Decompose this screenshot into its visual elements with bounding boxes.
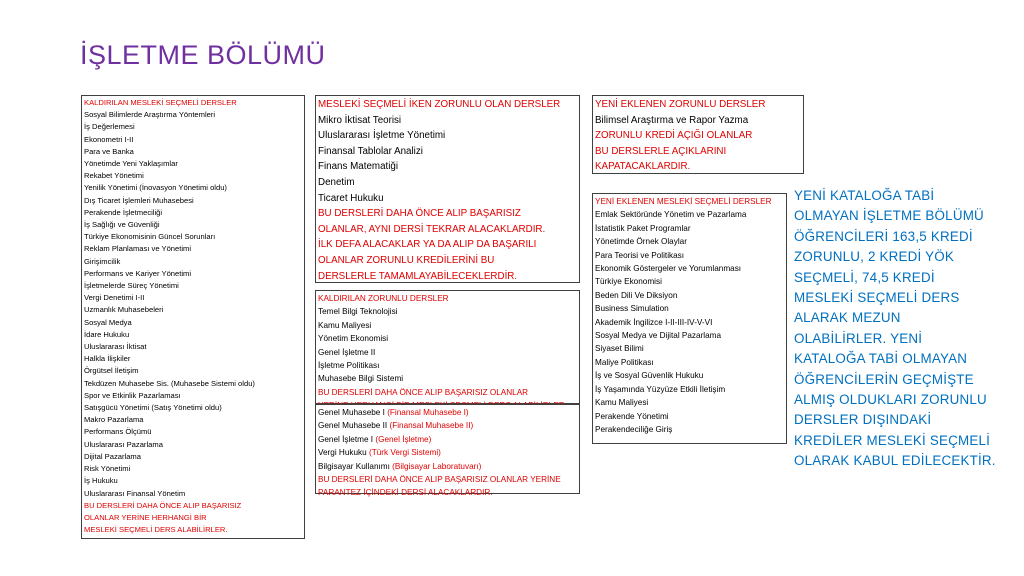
list-item: Muhasebe Bilgi Sistemi bbox=[318, 374, 404, 384]
list-item: Perakendeciliğe Giriş bbox=[595, 424, 673, 434]
footer-line: İLK DEFA ALACAKLAR YA DA ALIP DA BAŞARILI bbox=[318, 239, 537, 251]
box-header: KALDIRILAN MESLEKİ SEÇMELİ DERSLER bbox=[84, 98, 237, 107]
list-item: Örgütsel İletişim bbox=[84, 366, 139, 376]
footer-line: BU DERSLERLE AÇIKLARINI bbox=[595, 145, 727, 157]
footer-line: BU DERSLERİ DAHA ÖNCE ALIP BAŞARISIZ OLANLAR bbox=[318, 387, 529, 397]
list-item: Türkiye Ekonomisi bbox=[595, 277, 662, 287]
list-item: Girişimcilik bbox=[84, 256, 121, 266]
list-item: Spor ve Etkinlik Pazarlaması bbox=[84, 390, 181, 400]
list-item: Perakende İşletmeciliği bbox=[84, 207, 163, 217]
info-note bbox=[794, 186, 1004, 472]
note-line: ÖĞRENCİLERİ 163,5 KREDİ bbox=[794, 228, 973, 244]
note-line: OLABİLİRLER. YENİ bbox=[794, 330, 923, 346]
list-item: Finansal Tablolar Analizi bbox=[318, 145, 423, 157]
list-item: Dijital Pazarlama bbox=[84, 451, 141, 461]
list-item: Reklam Planlaması ve Yönetimi bbox=[84, 244, 192, 254]
list-item bbox=[318, 419, 577, 432]
list-item: Perakende Yönetimi bbox=[595, 411, 669, 421]
list-item: Kamu Maliyesi bbox=[318, 320, 372, 330]
list-item: Tekdüzen Muhasebe Sis. (Muhasebe Sistemi oldu) bbox=[84, 378, 255, 388]
list-item: İşletmelerde Süreç Yönetimi bbox=[84, 281, 179, 291]
list-item: Mikro İktisat Teorisi bbox=[318, 114, 402, 126]
note-line: SEÇMELİ, 74,5 KREDİ bbox=[794, 269, 935, 285]
list-item: Beden Dili Ve Diksiyon bbox=[595, 290, 678, 300]
list-item: İş Hukuku bbox=[84, 476, 118, 486]
new-electives-box bbox=[592, 193, 787, 444]
list-item: İstatistik Paket Programlar bbox=[595, 223, 691, 233]
footer-line: BU DERSLERİ DAHA ÖNCE ALIP BAŞARISIZ bbox=[318, 208, 521, 220]
footer-line: ZORUNLU KREDİ AÇIĞI OLANLAR bbox=[595, 130, 753, 142]
list-item: Türkiye Ekonomisinin Güncel Sorunları bbox=[84, 232, 216, 242]
list-item: Business Simulation bbox=[595, 304, 669, 314]
list-item: İş Sağlığı ve Güvenliği bbox=[84, 220, 160, 230]
course-list bbox=[318, 305, 577, 385]
replacement-course: (Türk Vergi Sistemi) bbox=[368, 448, 441, 458]
list-item: Bilimsel Araştırma ve Rapor Yazma bbox=[595, 114, 749, 126]
list-item: Satışgücü Yönetimi (Satış Yönetimi oldu) bbox=[84, 403, 222, 413]
box-header: YENİ EKLENEN ZORUNLU DERSLER bbox=[595, 99, 766, 110]
note-line: ZORUNLU, 2 KREDİ YÖK bbox=[794, 249, 955, 265]
list-item: Sosyal Bilimlerde Araştırma Yöntemleri bbox=[84, 110, 216, 120]
list-item: Denetim bbox=[318, 176, 355, 188]
list-item: Makro Pazarlama bbox=[84, 415, 144, 425]
list-item: Dış Ticaret İşlemleri Muhasebesi bbox=[84, 195, 194, 205]
course-list bbox=[595, 113, 801, 129]
list-item: Risk Yönetimi bbox=[84, 464, 131, 474]
list-item: Uluslararası İktisat bbox=[84, 342, 147, 352]
course-name: Genel İşletme I bbox=[318, 434, 376, 444]
list-item: Para Teorisi ve Politikası bbox=[595, 250, 685, 260]
course-name: Genel Muhasebe II bbox=[318, 421, 390, 431]
note-line: ALMIŞ OLDUKLARI ZORUNLU bbox=[794, 392, 987, 408]
list-item: Uluslararası İşletme Yönetimi bbox=[318, 130, 446, 142]
replacement-course: (Genel İşletme) bbox=[375, 434, 432, 444]
box-footer bbox=[318, 473, 577, 500]
box-footer bbox=[84, 500, 302, 537]
list-item: Sosyal Medya bbox=[84, 317, 132, 327]
list-item: Ekonomik Göstergeler ve Yorumlanması bbox=[595, 264, 742, 274]
footer-line: PARANTEZ İÇİNDEKİ DERSİ ALACAKLARDIR. bbox=[318, 488, 493, 498]
list-item bbox=[318, 406, 577, 419]
box-header: YENİ EKLENEN MESLEKİ SEÇMELİ DERSLER bbox=[595, 197, 772, 206]
note-line: YENİ KATALOĞA TABİ bbox=[794, 188, 935, 203]
course-list bbox=[595, 208, 784, 436]
footer-line: OLANLAR, AYNI DERSİ TEKRAR ALACAKLARDIR. bbox=[318, 223, 546, 235]
list-item: İdare Hukuku bbox=[84, 329, 130, 339]
list-item: İş Yaşamında Yüzyüze Etkili İletişim bbox=[595, 384, 726, 394]
course-name: Vergi Hukuku bbox=[318, 448, 369, 458]
list-item: Genel İşletme II bbox=[318, 347, 376, 357]
footer-line: KAPATACAKLARDIR. bbox=[595, 161, 691, 173]
list-item: Sosyal Medya ve Dijital Pazarlama bbox=[595, 331, 722, 341]
removed-electives-box bbox=[81, 95, 305, 539]
removed-required-box bbox=[315, 290, 580, 404]
course-list bbox=[318, 406, 577, 473]
note-line: ALARAK MEZUN bbox=[794, 310, 901, 326]
footer-line: BU DERSLERİ DAHA ÖNCE ALIP BAŞARISIZ OLANLAR YERİNE bbox=[318, 475, 561, 485]
replacement-course: (Finansal Muhasebe II) bbox=[389, 421, 474, 431]
list-item: İşletme Politikası bbox=[318, 361, 380, 371]
list-item: Ekonometri I-II bbox=[84, 134, 134, 144]
list-item bbox=[318, 446, 577, 459]
footer-line: MESLEKİ SEÇMELİ DERS ALABİLİRLER. bbox=[84, 525, 228, 535]
list-item: İş Değerlemesi bbox=[84, 122, 135, 132]
list-item bbox=[318, 433, 577, 446]
box-header: KALDIRILAN ZORUNLU DERSLER bbox=[318, 294, 449, 303]
list-item: Temel Bilgi Teknolojisi bbox=[318, 307, 398, 317]
list-item: Siyaset Bilimi bbox=[595, 344, 644, 354]
list-item: Vergi Denetimi I-II bbox=[84, 293, 145, 303]
list-item: Yönetimde Örnek Olaylar bbox=[595, 237, 687, 247]
note-line: OLMAYAN İŞLETME BÖLÜMÜ bbox=[794, 208, 984, 224]
note-line: KATALOĞA TABİ OLMAYAN bbox=[794, 351, 968, 367]
list-item: Finans Matematiği bbox=[318, 161, 399, 173]
note-line: DERSLER DIŞINDAKİ bbox=[794, 412, 932, 428]
replaced-courses-box bbox=[315, 404, 580, 498]
list-item: Performans Ölçümü bbox=[84, 427, 152, 437]
new-required-box bbox=[592, 95, 804, 174]
list-item: Para ve Banka bbox=[84, 146, 134, 156]
list-item: Kamu Maliyesi bbox=[595, 398, 649, 408]
note-line: OLARAK KABUL EDİLECEKTİR. bbox=[794, 453, 996, 469]
list-item: Uluslararası Pazarlama bbox=[84, 439, 163, 449]
list-item: Uluslararası Finansal Yönetim bbox=[84, 488, 186, 498]
footer-line: DERSLERLE TAMAMLAYABİLECEKLERDİR. bbox=[318, 270, 518, 282]
course-name: Genel Muhasebe I bbox=[318, 408, 388, 417]
now-required-box bbox=[315, 95, 580, 283]
course-list bbox=[318, 113, 577, 207]
list-item bbox=[318, 460, 577, 473]
note-line: ÖĞRENCİLERİN GEÇMİŞTE bbox=[794, 371, 974, 387]
footer-line: BU DERSLERİ DAHA ÖNCE ALIP BAŞARISIZ bbox=[84, 500, 242, 510]
page-title: İŞLETME BÖLÜMÜ bbox=[80, 40, 326, 70]
list-item: Rekabet Yönetimi bbox=[84, 171, 144, 181]
course-name: Bilgisayar Kullanımı bbox=[318, 461, 393, 471]
list-item: Halkla İlişkiler bbox=[84, 354, 131, 364]
box-footer bbox=[595, 128, 801, 175]
footer-line: OLANLAR YERİNE HERHANGİ BİR bbox=[84, 512, 207, 522]
list-item: Yönetimde Yeni Yaklaşımlar bbox=[84, 159, 178, 169]
list-item: Uzmanlık Muhasebeleri bbox=[84, 305, 164, 315]
list-item: Ticaret Hukuku bbox=[318, 192, 384, 204]
list-item: Yönetim Ekonomisi bbox=[318, 334, 389, 344]
course-list bbox=[84, 109, 302, 500]
footer-line: OLANLAR ZORUNLU KREDİLERİNİ BU bbox=[318, 254, 495, 266]
list-item: Performans ve Kariyer Yönetimi bbox=[84, 268, 192, 278]
box-footer bbox=[318, 206, 577, 284]
list-item: Yenilik Yönetimi (İnovasyon Yönetimi oldu) bbox=[84, 183, 227, 193]
list-item: Maliye Politikası bbox=[595, 357, 654, 367]
replacement-course: (Bilgisayar Laboratuvarı) bbox=[392, 461, 482, 471]
list-item: Emlak Sektöründe Yönetim ve Pazarlama bbox=[595, 210, 747, 220]
list-item: İş ve Sosyal Güvenlik Hukuku bbox=[595, 371, 704, 381]
box-header: MESLEKİ SEÇMELİ İKEN ZORUNLU OLAN DERSLER bbox=[318, 99, 561, 110]
list-item: Akademik İngilizce I-II-III-IV-V-VI bbox=[595, 317, 713, 327]
note-line: KREDİLER MESLEKİ SEÇMELİ bbox=[794, 432, 991, 448]
note-line: MESLEKİ SEÇMELİ DERS bbox=[794, 290, 960, 306]
replacement-course: (Finansal Muhasebe I) bbox=[387, 408, 469, 417]
